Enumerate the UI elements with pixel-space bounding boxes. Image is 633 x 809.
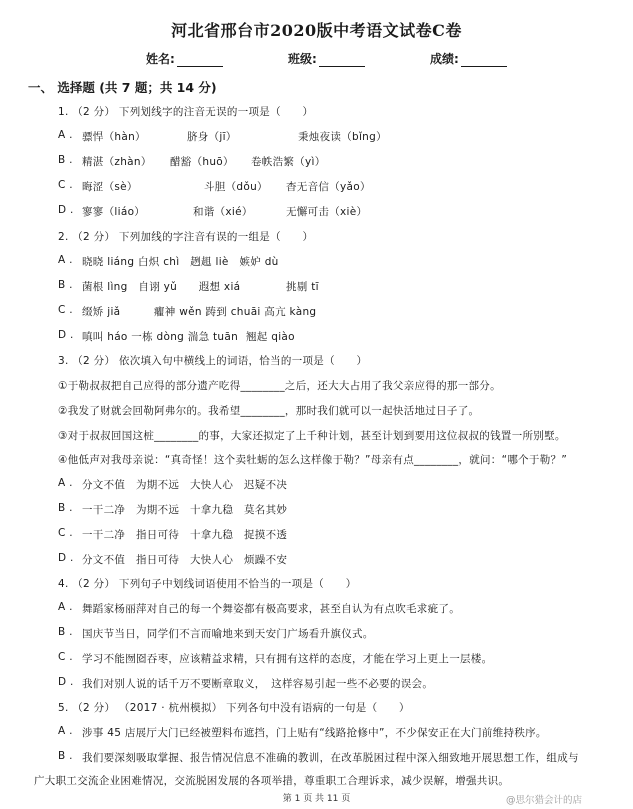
section-heading: 一、 选择题 (共 7 题；共 14 分) (28, 80, 217, 95)
option-cell: 脐身（jī） (187, 131, 237, 143)
option-cell: 晓晓 liáng 白炽 chì 趔趄 liè 嫉妒 dù (82, 256, 279, 268)
q3-stem: 3. （2 分） 依次填入句中横线上的词语，恰当的一项是（ ） (58, 355, 368, 367)
option-letter: C . (58, 651, 73, 663)
q1-option-a (58, 129, 387, 143)
q4-stem: 4. （2 分） 下列句子中划线词语使用不恰当的一项是（ ） (58, 578, 357, 590)
q3-sentence-3: ③对于叔叔回国这桩________的事，大家还拟定了上千种计划，甚至计划到要用这位叔叔的钱置一所别墅。 (58, 430, 566, 442)
class-label: 班级: (288, 52, 317, 66)
q1-option-b (58, 154, 326, 168)
exam-title: 河北省邢台市2020版中考语文试卷C卷 (171, 21, 462, 40)
class-blank (319, 55, 365, 67)
option-letter: C . (58, 527, 73, 539)
q2-option-b (58, 279, 319, 293)
option-letter: A . (58, 601, 73, 613)
q3-sentence-4: ④他低声对我母亲说：“真奇怪！这个卖牡蛎的怎么这样像于勒？”母亲有点________，就问：“哪个于勒？” (58, 454, 568, 466)
q4-option-d (58, 676, 434, 690)
q3-option-c (58, 527, 288, 541)
score-field (430, 50, 507, 67)
option-cell: 骠悍（hàn） (82, 131, 146, 143)
option-letter: D . (58, 676, 74, 688)
option-letter: D . (58, 552, 74, 564)
option-cell: 分文不值 为期不远 大快人心 迟疑不决 (82, 479, 288, 491)
option-letter: B . (58, 154, 73, 166)
option-cell: 寥寥（liáo） (82, 206, 146, 218)
q2-option-d (58, 329, 295, 343)
q4-option-a (58, 601, 460, 615)
option-cell: 醋豁（huō） (170, 156, 234, 168)
option-cell: 无懈可击（xiè） (286, 206, 368, 218)
option-cell: 国庆节当日，同学们不言而喻地来到天安门广场看升旗仪式。 (82, 628, 374, 640)
option-letter: C . (58, 304, 73, 316)
option-cell: 我们对别人说的话千万不要断章取义， 这样容易引起一些不必要的误会。 (82, 678, 434, 690)
q1-option-d (58, 204, 368, 218)
q1-option-c (58, 179, 371, 193)
q2-stem: 2. （2 分） 下列加线的字注音有误的一组是（ ） (58, 231, 314, 243)
option-letter: B . (58, 626, 73, 638)
option-cell: 斗胆（dǒu） (204, 181, 268, 193)
q3-sentence-2: ②我发了财就会回勒阿弗尔的。我希望________，那时我们就可以一起快活地过日子了。 (58, 405, 480, 417)
option-letter: D . (58, 329, 74, 341)
q3-sentence-1: ①于勒叔叔把自己应得的部分遗产吃得________之后，还大大占用了我父亲应得的那一部分。 (58, 380, 501, 392)
watermark: @思尔猎会计的店 (506, 795, 583, 806)
page-footer: 第 1 页 共 11 页 (282, 794, 351, 804)
q4-option-c (58, 651, 493, 665)
option-cell: 舞蹈家杨丽萍对自己的每一个舞姿都有极高要求，甚至自认为有点吹毛求疵了。 (82, 603, 460, 615)
option-cell: 精湛（zhàn） (82, 156, 152, 168)
option-letter: C . (58, 179, 73, 191)
option-cell: 翘起 qiào (246, 331, 295, 343)
option-cell: 菌根 lìng 自诩 yǔ 遐想 xiá (82, 281, 241, 293)
option-cell: 缀矫 jiǎ (82, 306, 121, 318)
option-letter: A . (58, 129, 73, 141)
score-label: 成绩: (430, 52, 459, 66)
q5-option-b (58, 750, 579, 764)
q2-option-c (58, 304, 317, 318)
option-cell: 涉事 45 店展厅大门已经被塑料布遮挡，门上贴有“线路抢修中”，不少保安正在大门前维持秩序。 (82, 727, 547, 739)
option-cell: 秉烛夜读（bǐng） (298, 131, 387, 143)
option-cell: 一干二净 指日可待 十拿九稳 捉摸不透 (82, 529, 288, 541)
q5-option-b-continued: 广大职工交流企业困难情况，交流脱困发展的各项举措，尊重职工合理诉求，减少误解，增强共识。 (34, 775, 510, 787)
option-letter: A . (58, 725, 73, 737)
option-cell: 学习不能囫囵吞枣，应该精益求精，只有拥有这样的态度，才能在学习上更上一层楼。 (82, 653, 493, 665)
option-letter: A . (58, 254, 73, 266)
option-cell: 卷帙浩繁（yì） (251, 156, 326, 168)
option-cell: 我们要深刻吸取掌握、报告情况信息不准确的教训，在改革脱困过程中深入细致地开展思想工作，组成与 (82, 752, 579, 764)
name-field (146, 50, 223, 67)
class-field (288, 50, 365, 67)
q3-option-d (58, 552, 288, 566)
option-cell: 晦涩（sè） (82, 181, 138, 193)
option-letter: B . (58, 502, 73, 514)
q3-option-b (58, 502, 288, 516)
q2-option-a (58, 254, 279, 268)
name-blank (177, 55, 223, 67)
q5-option-a (58, 725, 547, 739)
q4-option-b (58, 626, 374, 640)
option-cell: 和谐（xié） (193, 206, 253, 218)
q3-option-a (58, 477, 288, 491)
option-letter: B . (58, 279, 73, 291)
option-cell: 一干二净 为期不远 十拿九稳 莫名其妙 (82, 504, 288, 516)
q1-stem: 1. （2 分） 下列划线字的注音无误的一项是（ ） (58, 106, 314, 118)
option-cell: 杳无音信（yǎo） (286, 181, 371, 193)
option-letter: D . (58, 204, 74, 216)
option-cell: 癯神 wěn 踌到 chuāi 高亢 kàng (154, 306, 317, 318)
option-letter: A . (58, 477, 73, 489)
score-blank (461, 55, 507, 67)
name-label: 姓名: (146, 52, 175, 66)
q5-stem: 5. （2 分） （2017 · 杭州模拟） 下列各句中没有语病的一句是（ ） (58, 702, 410, 714)
option-cell: 嗔叫 háo 一栋 dòng 湍急 tuān (82, 331, 239, 343)
option-letter: B . (58, 750, 73, 762)
option-cell: 分文不值 指日可待 大快人心 烦躁不安 (82, 554, 288, 566)
option-cell: 挑剔 tī (286, 281, 319, 293)
